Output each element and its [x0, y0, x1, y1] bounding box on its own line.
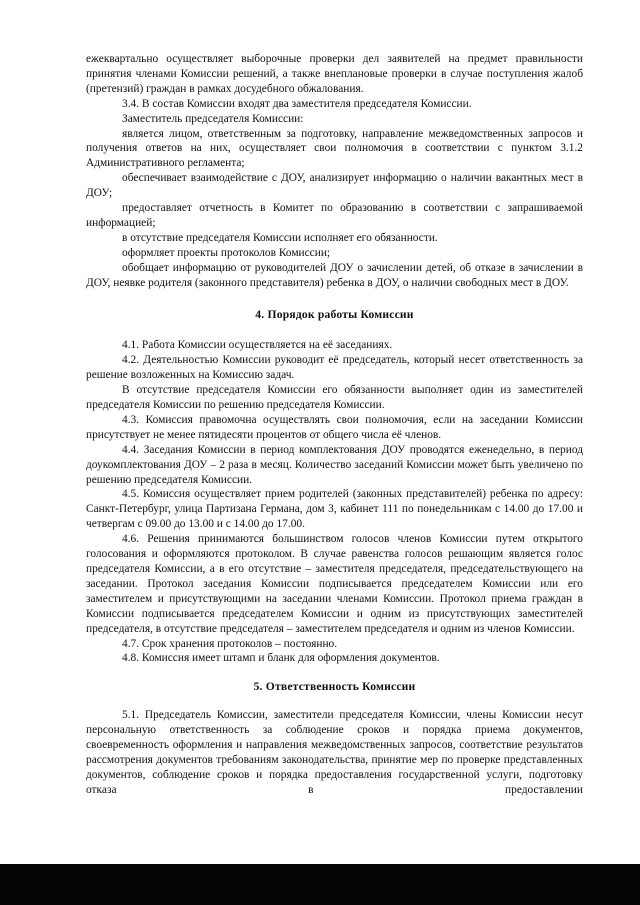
paragraph-4-7: 4.7. Срок хранения протоколов – постоянно.: [122, 637, 338, 650]
paragraph-deputy-duty-4: в отсутствие председателя Комиссии исполняет его обязанности.: [122, 231, 438, 244]
paragraph-4-3: 4.3. Комиссия правомочна осуществлять свои полномочия, если на заседании Комиссии присутствует не менее пятидесяти процентов от общего числа её членов.: [86, 413, 583, 441]
paragraph-deputy-duty-6: обобщает информацию от руководителей ДОУ о зачислении детей, об отказе в зачислении в ДОУ, неявке родителя (законного представителя) ребенка в ДОУ, о наличии свободных мест в ДОУ.: [86, 261, 583, 289]
paragraph-4-2-absence: В отсутствие председателя Комиссии его обязанности выполняет один из заместителей председателя Комиссии по решению председателя Комиссии.: [86, 384, 583, 412]
section-5-heading: 5. Ответственность Комиссии: [253, 680, 416, 694]
paragraph-inspections: ежеквартально осуществляет выборочные проверки дел заявителей на предмет правильности принятия членами Комиссии решений, а также внеплановые проверки в случае поступления жалоб (претензий) граждан в рамках досудебного обжалования.: [86, 53, 583, 95]
paragraph-4-4: 4.4. Заседания Комиссии в период комплектования ДОУ проводятся еженедельно, в период доукомплектования ДОУ – 2 раза в месяц. Количество заседаний Комиссии может быть увеличено по решению председателя Комиссии.: [86, 443, 583, 486]
paragraph-4-1: 4.1. Работа Комиссии осуществляется на её заседаниях.: [122, 339, 393, 352]
paragraph-3-4: 3.4. В состав Комиссии входят два заместителя председателя Комиссии.: [122, 97, 472, 110]
paragraph-deputy-duty-1: является лицом, ответственным за подготовку, направление межведомственных запросов и получения ответов на них, осуществляет свои полномочия в соответствии с пунктом 3.1.2 Административного регламента;: [86, 127, 583, 170]
paragraph-deputy-intro: Заместитель председателя Комиссии:: [122, 112, 304, 125]
paragraph-deputy-duty-2: обеспечивает взаимодействие с ДОУ, анализирует информацию о наличии вакантных мест в ДОУ;: [86, 172, 583, 200]
section-4-heading: 4. Порядок работы Комиссии: [255, 307, 414, 321]
document-page: [86, 52, 583, 798]
paragraph-5-1: 5.1. Председатель Комиссии, заместители председателя Комиссии, члены Комиссии несут персональную ответственность за соблюдение сроков и порядка приема документов, своевременность оформления и направления межведомственных запросов, соответствие результатов рассмотрения документов требованиям законодательства, принятие мер по проверке представленных документов, соблюдение сроков и порядка предоставления государственной услуги, подготовку отказа в предоставлении: [86, 709, 583, 796]
paragraph-4-8: 4.8. Комиссия имеет штамп и бланк для оформления документов.: [122, 652, 440, 665]
paragraph-4-6: 4.6. Решения принимаются большинством голосов членов Комиссии путем открытого голосования и оформляются протоколом. В случае равенства голосов решающим является голос председателя Комиссии, а в его отсутствие – заместителя председателя, председательствующего на заседании. Протокол заседания Комиссии подписывается председателем Комиссии или его заместителем и присутствующими на заседании членами Комиссии. Протокол приема граждан в Комиссии подписывается председателем Комиссии и одним из присутствующих заместителей председателя, в отсутствие председателя – заместителем председателя и одним из членов Комиссии.: [86, 533, 583, 635]
paragraph-4-2: 4.2. Деятельностью Комиссии руководит её председатель, который несет ответственность за решение возложенных на Комиссию задач.: [86, 354, 583, 382]
scan-footer-bar: [0, 864, 640, 905]
paragraph-deputy-duty-5: оформляет проекты протоколов Комиссии;: [122, 246, 331, 259]
paragraph-deputy-duty-3: предоставляет отчетность в Комитет по образованию в соответствии с запрашиваемой информацией;: [86, 202, 583, 229]
paragraph-4-5: 4.5. Комиссия осуществляет прием родителей (законных представителей) ребенка по адресу: Санкт-Петербург, улица Партизана Германа, дом 3, кабинет 111 по понедельникам с 14.00 до 17.00 и четвергам с 09.00 до 13.00 и с 14.00 до 17.00.: [86, 488, 583, 531]
